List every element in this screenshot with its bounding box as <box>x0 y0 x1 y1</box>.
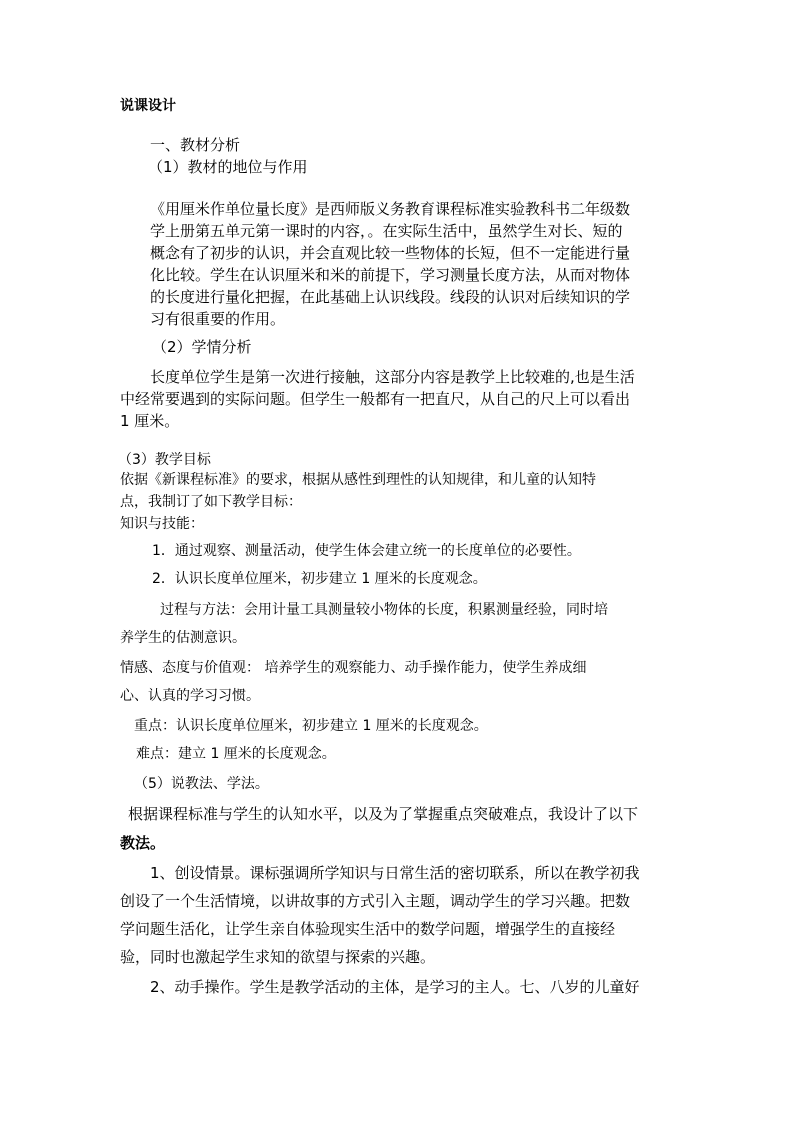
paragraph-line: 1、创设情景。课标强调所学知识与日常生活的密切联系，所以在教学初我 <box>150 864 640 882</box>
paragraph-line: 学上册第五单元第一课时的内容，。在实际生活中，虽然学生对长、短的 <box>150 222 623 240</box>
goal-item-2: 2．认识长度单位厘米，初步建立 1 厘米的长度观念。 <box>152 571 487 587</box>
page-title: 说课设计 <box>120 98 176 114</box>
paragraph-line: 养学生的估测意识。 <box>120 630 246 646</box>
paragraph-line: 1 厘米。 <box>120 412 180 430</box>
paragraph-line: 创设了一个生活情境，以讲故事的方式引入主题，调动学生的学习兴趣。把数 <box>120 892 631 910</box>
key-point: 重点：认识长度单位厘米，初步建立 1 厘米的长度观念。 <box>134 718 488 734</box>
paragraph-line: 习有很重要的作用。 <box>150 310 286 328</box>
paragraph-line-bold: 教法。 <box>120 834 166 852</box>
section-heading-teaching-methods: （5）说教法、学法。 <box>134 776 269 792</box>
paragraph-line: 长度单位学生是第一次进行接触，这部分内容是教学上比较难的,也是生活 <box>150 368 635 386</box>
goal-item-1: 1．通过观察、测量活动，使学生体会建立统一的长度单位的必要性。 <box>152 543 581 559</box>
paragraph-line: 验，同时也激起学生求知的欲望与探索的兴趣。 <box>120 948 436 966</box>
knowledge-skills-label: 知识与技能： <box>120 516 204 532</box>
paragraph-line: 2、动手操作。学生是教学活动的主体，是学习的主人。七、八岁的儿童好 <box>150 978 640 996</box>
paragraph-line: 依据《新课程标准》的要求，根据从感性到理性的认知规律，和儿童的认知特 <box>120 472 596 488</box>
paragraph-line: 根据课程标准与学生的认知水平，以及为了掌握重点突破难点，我设计了以下 <box>128 805 639 823</box>
section-heading-teaching-goals: （3）教学目标 <box>118 452 211 468</box>
paragraph-line: 过程与方法：会用计量工具测量较小物体的长度，积累测量经验，同时培 <box>160 602 608 618</box>
subheading-position-role: （1）教材的地位与作用 <box>148 158 308 176</box>
paragraph-line: 心、认真的学习习惯。 <box>120 688 260 704</box>
paragraph-line: 的长度进行量化把握，在此基础上认识线段。线段的认识对后续知识的学 <box>150 288 631 306</box>
subheading-student-analysis: （2）学情分析 <box>152 338 252 356</box>
paragraph-line: 《用厘米作单位量长度》是西师版义务教育课程标准实验教科书二年级数 <box>150 200 631 218</box>
paragraph-line: 点，我制订了如下教学目标： <box>120 494 302 510</box>
paragraph-line: 中经常要遇到的实际问题。但学生一般都有一把直尺，从自己的尺上可以看出 <box>120 390 631 408</box>
section-heading-textbook-analysis: 一、教材分析 <box>150 136 241 154</box>
paragraph-line: 概念有了初步的认识，并会直观比较一些物体的长短，但不一定能进行量 <box>150 244 631 262</box>
difficult-point: 难点：建立 1 厘米的长度观念。 <box>136 746 336 762</box>
paragraph-line: 学问题生活化，让学生亲自体验现实生活中的数学问题，增强学生的直接经 <box>120 920 616 938</box>
paragraph-line: 情感、态度与价值观： 培养学生的观察能力、动手操作能力，使学生养成细 <box>120 660 587 676</box>
paragraph-line: 化比较。学生在认识厘米和米的前提下，学习测量长度方法，从而对物体 <box>150 266 631 284</box>
